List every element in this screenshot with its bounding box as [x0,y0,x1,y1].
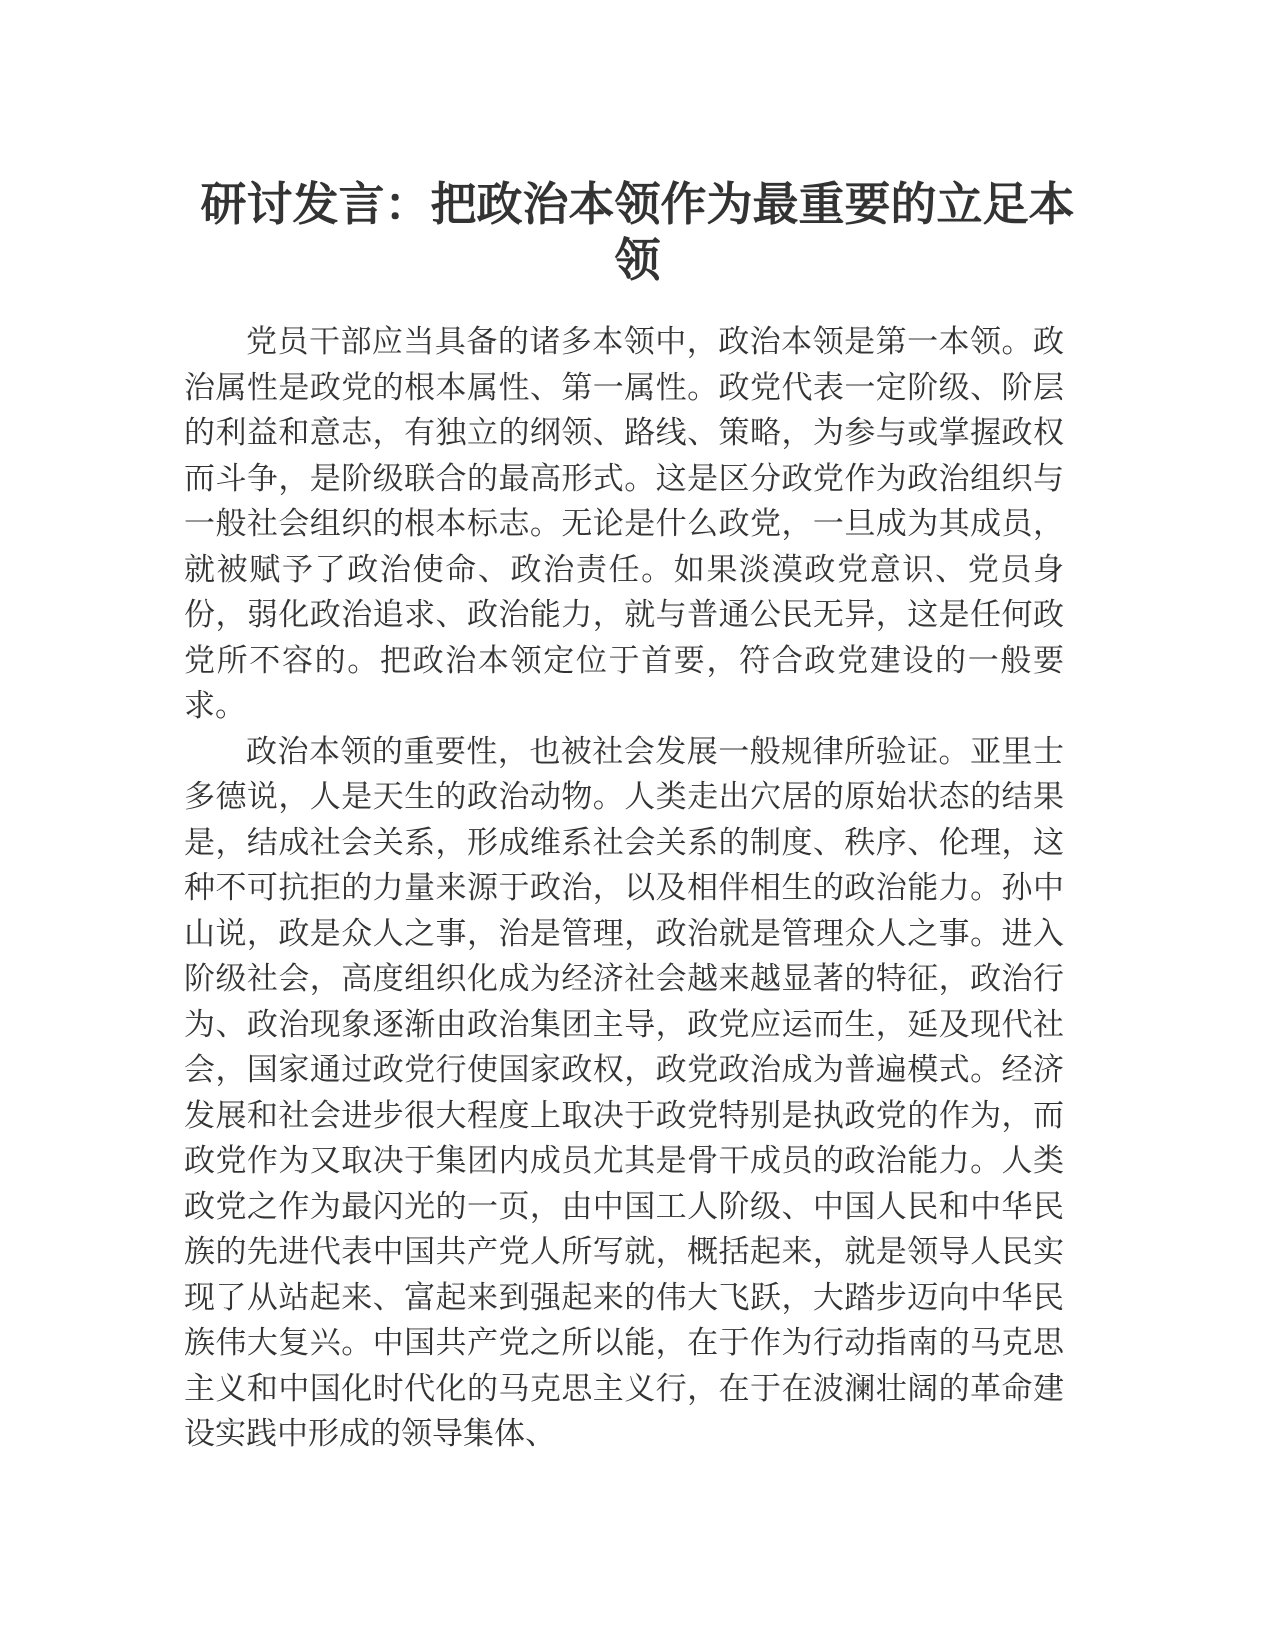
document-body [184,320,1064,1458]
paragraph-1: 党员干部应当具备的诸多本领中，政治本领是第一本领。政治属性是政党的根本属性、第一属性。政党代表一定阶级、阶层的利益和意志，有独立的纲领、路线、策略，为参与或掌握政权而斗争，是阶级联合的最高形式。这是区分政党作为政治组织与一般社会组织的根本标志。无论是什么政党，一旦成为其成员，就被赋予了政治使命、政治责任。如果淡漠政党意识、党员身份，弱化政治追求、政治能力，就与普通公民无异，这是任何政党所不容的。把政治本领定位于首要，符合政党建设的一般要求。 [184,324,1064,724]
paragraph-2: 政治本领的重要性，也被社会发展一般规律所验证。亚里士多德说，人是天生的政治动物。人类走出穴居的原始状态的结果是，结成社会关系，形成维系社会关系的制度、秩序、伦理，这种不可抗拒的力量来源于政治，以及相伴相生的政治能力。孙中山说，政是众人之事，治是管理，政治就是管理众人之事。进入阶级社会，高度组织化成为经济社会越来越显著的特征，政治行为、政治现象逐渐由政治集团主导，政党应运而生，延及现代社会，国家通过政党行使国家政权，政党政治成为普遍模式。经济发展和社会进步很大程度上取决于政党特别是执政党的作为，而政党作为又取决于集团内成员尤其是骨干成员的政治能力。人类政党之作为最闪光的一页，由中国工人阶级、中国人民和中华民族的先进代表中国共产党人所写就，概括起来，就是领导人民实现了从站起来、富起来到强起来的伟大飞跃，大踏步迈向中华民族伟大复兴。中国共产党之所以能，在于作为行动指南的马克思主义和中国化时代化的马克思主义行，在于在波澜壮阔的革命建设实践中形成的领导集体、 [184,733,1064,1452]
document-title: 研讨发言：把政治本领作为最重要的立足本领 [200,177,1075,287]
